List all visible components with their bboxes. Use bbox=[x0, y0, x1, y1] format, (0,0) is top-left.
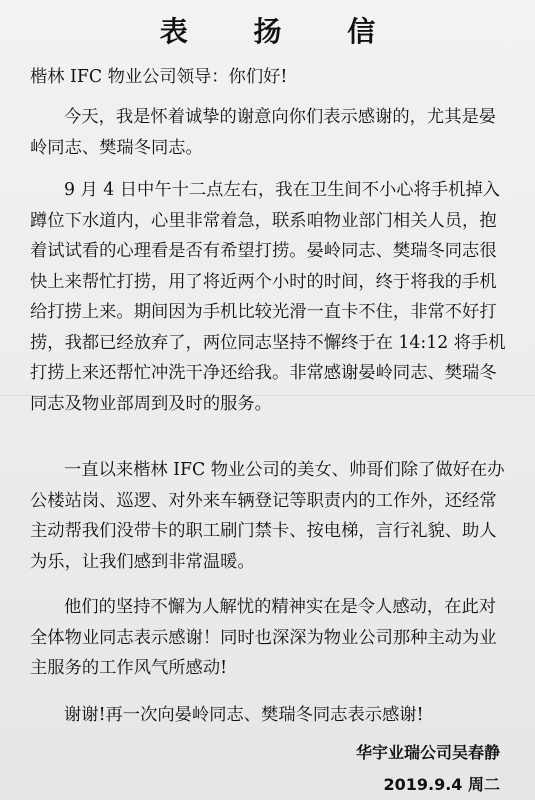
paragraph-3: 一直以来楷林 IFC 物业公司的美女、帅哥们除了做好在办公楼站岗、巡逻、对外来车辆登记等职责内的工作外，还经常主动帮我们没带卡的职工刷门禁卡、按电梯，言行礼貌、助人为乐，让我们感到非常温暖。 bbox=[30, 460, 505, 572]
letter-title: 表 扬 信 bbox=[159, 15, 404, 48]
letter-date: 2019.9.4 周二 bbox=[383, 775, 500, 794]
salutation: 楷林 IFC 物业公司领导：你们好! bbox=[30, 67, 288, 87]
paragraph-4: 他们的坚持不懈为人解忧的精神实在是令人感动，在此对全体物业同志表示感谢！同时也深深为物业公司那种主动为业主服务的工作风气所感动! bbox=[30, 597, 497, 678]
paragraph-1: 今天，我是怀着诚挚的谢意向你们表示感谢的，尤其是晏岭同志、樊瑞冬同志。 bbox=[30, 107, 497, 158]
paragraph-5: 谢谢!再一次向晏岭同志、樊瑞冬同志表示感谢! bbox=[64, 705, 424, 725]
signature: 华宇业瑞公司吴春静 bbox=[355, 743, 500, 762]
paragraph-2: 9 月 4 日中午十二点左右，我在卫生间不小心将手机掉入蹲位下水道内，心里非常着急，联系咱物业部门相关人员，抱着试试看的心理看是否有希望打捞。晏岭同志、樊瑞冬同志很快上来帮忙打捞，用了将近两个小时的时间，终于将我的手机给打捞上来。期间因为手机比较光滑一直卡不住，非常不好打捞，我都已经放弃了，两位同志坚持不懈终于在 14:12 将手机打捞上来还帮忙冲洗干净还给我。非常感谢晏岭同志、樊瑞冬同志及物业部周到及时的服务。 bbox=[30, 180, 506, 414]
